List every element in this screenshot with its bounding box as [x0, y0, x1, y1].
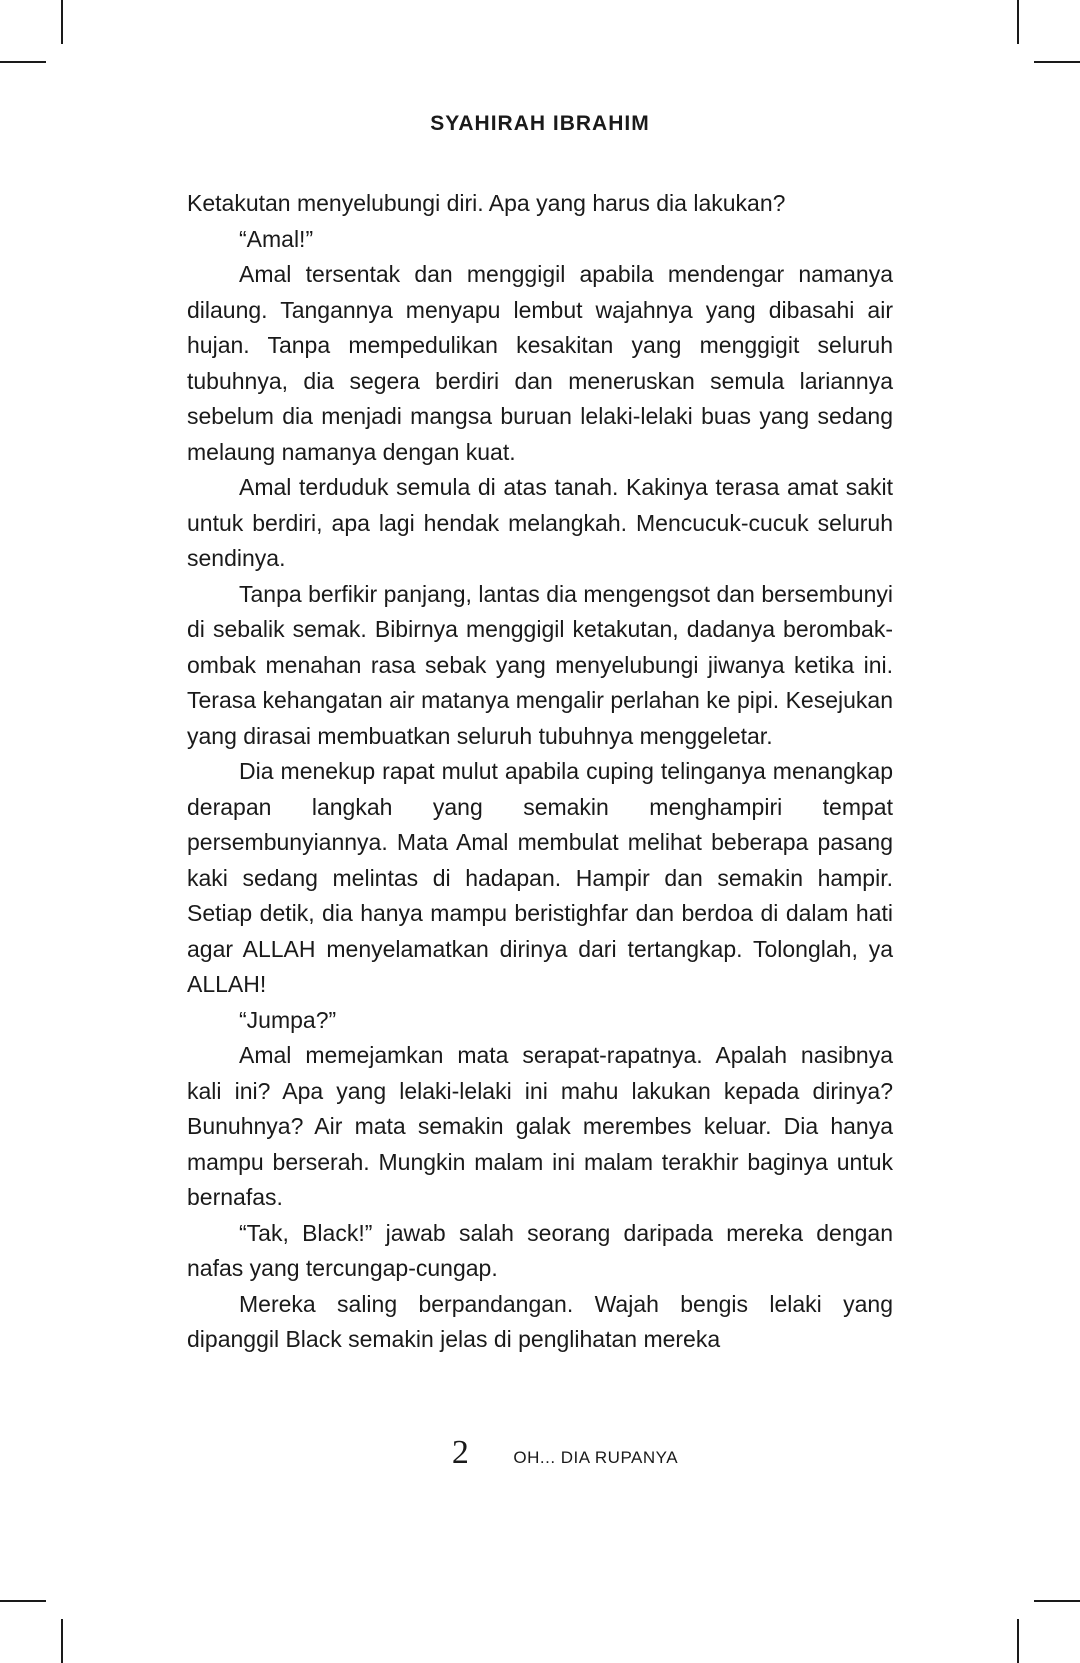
crop-mark	[1017, 1619, 1019, 1663]
body-text	[187, 186, 893, 1358]
crop-mark	[1034, 1600, 1080, 1602]
book-title: OH... DIA RUPANYA	[513, 1448, 679, 1467]
running-head: SYAHIRAH IBRAHIM	[430, 112, 650, 135]
crop-mark	[61, 0, 63, 44]
paragraph: Amal memejamkan mata serapat-rapatnya. Apalah nasibnya kali ini? Apa yang lelaki-lelaki ini mahu lakukan kepada dirinya? Bunuhnya? Air mata semakin galak merembes keluar. Dia hanya mampu berserah. Mungkin malam ini malam terakhir baginya untuk bernafas.	[187, 1042, 893, 1210]
paragraph: “Jumpa?”	[239, 1006, 337, 1033]
page-number: 2	[451, 1434, 469, 1471]
paragraph: Dia menekup rapat mulut apabila cuping telinganya menangkap derapan langkah yang semakin menghampiri tempat persembunyiannya. Mata Amal membulat melihat beberapa pasang kaki sedang melintas di hadapan. Hampir dan semakin hampir. Setiap detik, dia hanya mampu beristighfar dan berdoa di dalam hati agar ALLAH menyelamatkan dirinya dari tertangkap. Tolonglah, ya ALLAH!	[187, 758, 893, 997]
crop-mark	[1034, 61, 1080, 63]
page-footer	[0, 1434, 1080, 1472]
crop-mark	[0, 1600, 46, 1602]
crop-mark	[1017, 0, 1019, 44]
paragraph: Mereka saling berpandangan. Wajah bengis lelaki yang dipanggil Black semakin jelas di penglihatan mereka	[187, 1290, 893, 1352]
crop-mark	[0, 61, 46, 63]
paragraph: “Amal!”	[239, 225, 314, 252]
paragraph: Amal terduduk semula di atas tanah. Kakinya terasa amat sakit untuk berdiri, apa lagi hendak melangkah. Mencucuk-cucuk seluruh sendinya.	[187, 474, 893, 571]
paragraph: Amal tersentak dan menggigil apabila mendengar namanya dilaung. Tangannya menyapu lembut wajahnya yang dibasahi air hujan. Tanpa mempedulikan kesakitan yang menggigit seluruh tubuhnya, dia segera berdiri dan meneruskan semula lariannya sebelum dia menjadi mangsa buruan lelaki-lelaki buas yang sedang melaung namanya dengan kuat.	[187, 261, 893, 465]
paragraph: Ketakutan menyelubungi diri. Apa yang harus dia lakukan?	[187, 190, 786, 216]
paragraph: “Tak, Black!” jawab salah seorang daripada mereka dengan nafas yang tercungap-cungap.	[187, 1219, 893, 1281]
paragraph: Tanpa berfikir panjang, lantas dia mengengsot dan bersembunyi di sebalik semak. Bibirnya menggigil ketakutan, dadanya berombak-ombak menahan rasa sebak yang menyelubungi jiwanya ketika ini. Terasa kehangatan air matanya mengalir perlahan ke pipi. Kesejukan yang dirasai membuatkan seluruh tubuhnya menggeletar.	[187, 580, 893, 749]
crop-mark	[61, 1619, 63, 1663]
